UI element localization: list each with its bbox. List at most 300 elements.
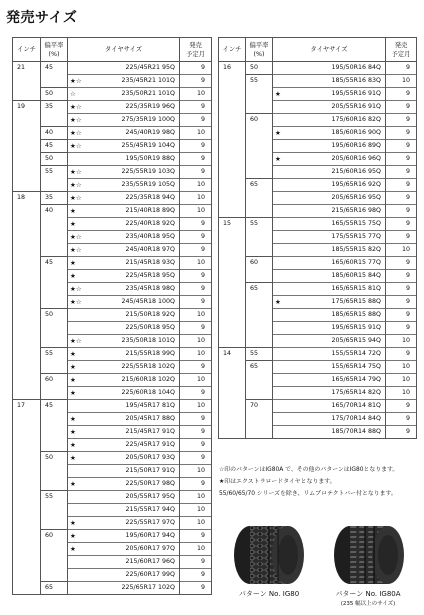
cell-tire-size	[273, 400, 386, 413]
cell-inch	[13, 179, 41, 192]
cell-tire-size	[68, 465, 180, 478]
cell-aspect-ratio	[41, 569, 68, 582]
cell-aspect-ratio	[246, 166, 273, 179]
tire-size-text: 165/70R14 81Q	[331, 402, 381, 409]
cell-release-month: 10	[180, 491, 212, 504]
marker-symbol: ★☆	[70, 142, 82, 150]
cell-aspect-ratio	[41, 218, 68, 231]
cell-tire-size	[68, 88, 180, 101]
tire-size-text: 225/50R18 95Q	[125, 324, 175, 331]
tire-size-text: 155/65R14 75Q	[331, 363, 381, 370]
cell-release-month: 9	[386, 179, 417, 192]
cell-release-month: 9	[386, 309, 417, 322]
cell-inch	[219, 400, 246, 413]
cell-release-month: 9	[386, 231, 417, 244]
cell-tire-size	[68, 166, 180, 179]
tire-size-text: 155/55R14 72Q	[331, 350, 381, 357]
cell-aspect-ratio	[41, 543, 68, 556]
cell-inch	[219, 127, 246, 140]
cell-tire-size	[68, 114, 180, 127]
cell-inch	[13, 387, 41, 400]
marker-symbol: ★	[275, 155, 281, 163]
tire-size-text: 185/70R14 88Q	[331, 428, 381, 435]
cell-aspect-ratio: 35	[41, 101, 68, 114]
tire-size-text: 215/50R18 92Q	[125, 311, 175, 318]
cell-tire-size	[273, 127, 386, 140]
tire-image-ig80a	[332, 525, 406, 585]
cell-aspect-ratio	[41, 517, 68, 530]
table-row	[219, 127, 417, 140]
table-row	[219, 62, 417, 75]
cell-inch	[13, 322, 41, 335]
marker-symbol: ★☆	[70, 116, 82, 124]
cell-tire-size	[273, 387, 386, 400]
cell-release-month: 9	[180, 530, 212, 543]
marker-symbol: ★☆	[70, 181, 82, 189]
cell-inch	[13, 283, 41, 296]
marker-symbol: ★	[70, 415, 76, 423]
cell-aspect-ratio	[41, 504, 68, 517]
cell-inch	[219, 426, 246, 439]
cell-tire-size	[68, 179, 180, 192]
cell-release-month: 9	[180, 270, 212, 283]
cell-tire-size	[68, 75, 180, 88]
cell-inch: 14	[219, 348, 246, 361]
cell-release-month: 9	[180, 62, 212, 75]
cell-release-month: 9	[386, 257, 417, 270]
cell-tire-size	[68, 218, 180, 231]
cell-release-month: 9	[180, 114, 212, 127]
tire-size-text: 235/45R18 98Q	[125, 285, 175, 292]
cell-inch	[219, 75, 246, 88]
cell-release-month: 10	[180, 504, 212, 517]
cell-aspect-ratio	[246, 140, 273, 153]
cell-release-month: 9	[386, 114, 417, 127]
cell-inch	[13, 296, 41, 309]
tire-size-text: 205/65R15 94Q	[331, 337, 381, 344]
tire-size-text: 185/60R16 90Q	[331, 129, 381, 136]
tire-size-text: 215/60R18 102Q	[121, 376, 175, 383]
cell-tire-size	[273, 283, 386, 296]
tire-size-text: 195/50R19 88Q	[125, 155, 175, 162]
table-row	[219, 348, 417, 361]
cell-tire-size	[273, 231, 386, 244]
tire-size-text: 225/60R17 99Q	[125, 571, 175, 578]
header-tire-size: タイヤサイズ	[273, 38, 386, 62]
cell-aspect-ratio: 50	[41, 88, 68, 101]
cell-aspect-ratio: 60	[246, 114, 273, 127]
cell-inch	[13, 153, 41, 166]
tire-size-text: 275/35R19 100Q	[121, 116, 175, 123]
cell-release-month: 9	[180, 140, 212, 153]
cell-tire-size	[68, 556, 180, 569]
cell-release-month: 10	[180, 335, 212, 348]
cell-inch	[13, 491, 41, 504]
tire-size-text: 205/45R17 88Q	[125, 415, 175, 422]
marker-symbol: ★☆	[70, 103, 82, 111]
tire-size-text: 195/55R16 91Q	[331, 90, 381, 97]
cell-release-month: 9	[180, 569, 212, 582]
cell-tire-size	[68, 569, 180, 582]
marker-symbol: ★☆	[70, 298, 82, 306]
size-table-right	[218, 37, 417, 439]
tire-size-text: 235/40R18 95Q	[125, 233, 175, 240]
header-aspect-ratio: 偏平率 (%)	[41, 38, 68, 62]
cell-tire-size	[68, 62, 180, 75]
tire-size-text: 225/35R19 96Q	[125, 103, 175, 110]
cell-inch	[13, 114, 41, 127]
cell-tire-size	[273, 153, 386, 166]
cell-aspect-ratio	[246, 244, 273, 257]
cell-aspect-ratio	[41, 413, 68, 426]
cell-tire-size	[273, 88, 386, 101]
cell-inch	[219, 114, 246, 127]
table-row	[13, 127, 212, 140]
cell-release-month: 9	[180, 426, 212, 439]
note-ig80a: ☆印のパターンはIG80A で、その他のパターンはIG80となります。	[219, 467, 399, 473]
cell-aspect-ratio: 55	[246, 75, 273, 88]
cell-inch: 18	[13, 192, 41, 205]
header-release: 発売 予定月	[386, 38, 417, 62]
note-rim-protect: 55/60/65/70 シリーズを除き、リムプロテクトバー付となります。	[219, 491, 397, 497]
cell-aspect-ratio	[41, 361, 68, 374]
cell-tire-size	[68, 413, 180, 426]
cell-release-month: 10	[180, 374, 212, 387]
cell-aspect-ratio	[41, 322, 68, 335]
cell-inch	[13, 348, 41, 361]
marker-symbol: ★☆	[70, 246, 82, 254]
table-row	[219, 88, 417, 101]
cell-inch	[13, 335, 41, 348]
marker-symbol: ★☆	[70, 233, 82, 241]
tire-size-text: 185/60R15 84Q	[331, 272, 381, 279]
cell-aspect-ratio	[246, 88, 273, 101]
tire-size-text: 225/55R17 97Q	[125, 519, 175, 526]
cell-aspect-ratio: 40	[41, 205, 68, 218]
cell-release-month: 10	[180, 517, 212, 530]
tire-size-text: 195/65R15 91Q	[331, 324, 381, 331]
tire-size-text: 175/60R16 82Q	[331, 116, 381, 123]
cell-release-month: 10	[386, 361, 417, 374]
tire-size-text: 175/65R14 82Q	[331, 389, 381, 396]
cell-aspect-ratio	[246, 231, 273, 244]
cell-inch: 15	[219, 218, 246, 231]
table-row	[13, 218, 212, 231]
cell-aspect-ratio	[41, 75, 68, 88]
table-row	[219, 75, 417, 88]
cell-inch	[13, 543, 41, 556]
tire-size-text: 245/40R18 97Q	[125, 246, 175, 253]
cell-aspect-ratio: 45	[41, 140, 68, 153]
cell-inch	[13, 413, 41, 426]
tire-size-text: 225/45R17 91Q	[125, 441, 175, 448]
marker-symbol: ★☆	[70, 194, 82, 202]
table-row	[13, 205, 212, 218]
tire-size-text: 215/60R17 96Q	[125, 558, 175, 565]
marker-symbol: ★	[70, 376, 76, 384]
tire-caption-ig80a-name: パターン No. IG80A	[335, 590, 401, 598]
cell-aspect-ratio	[41, 179, 68, 192]
cell-aspect-ratio: 60	[41, 530, 68, 543]
header-release: 発売 予定月	[180, 38, 212, 62]
table-row	[13, 244, 212, 257]
table-row	[13, 439, 212, 452]
cell-inch	[13, 361, 41, 374]
table-row	[13, 322, 212, 335]
cell-release-month: 10	[180, 348, 212, 361]
marker-symbol: ☆	[70, 90, 76, 98]
cell-aspect-ratio	[246, 374, 273, 387]
cell-aspect-ratio: 55	[246, 348, 273, 361]
cell-release-month: 9	[386, 270, 417, 283]
cell-release-month: 9	[386, 192, 417, 205]
cell-tire-size	[68, 127, 180, 140]
cell-release-month: 9	[180, 283, 212, 296]
cell-inch	[219, 140, 246, 153]
cell-tire-size	[68, 348, 180, 361]
header-inch: インチ	[13, 38, 41, 62]
cell-aspect-ratio: 70	[246, 400, 273, 413]
table-row	[219, 335, 417, 348]
cell-tire-size	[68, 374, 180, 387]
table-row	[13, 296, 212, 309]
cell-aspect-ratio	[246, 192, 273, 205]
cell-inch	[219, 257, 246, 270]
marker-symbol: ★☆	[70, 129, 82, 137]
cell-aspect-ratio: 50	[246, 62, 273, 75]
cell-release-month: 9	[180, 153, 212, 166]
cell-tire-size	[68, 543, 180, 556]
cell-tire-size	[68, 517, 180, 530]
table-row	[219, 387, 417, 400]
note-extra-load: ★印はエクストラロードタイヤとなります。	[219, 479, 336, 485]
cell-tire-size	[273, 62, 386, 75]
cell-tire-size	[273, 413, 386, 426]
cell-inch	[13, 504, 41, 517]
tire-size-text: 235/55R19 105Q	[121, 181, 175, 188]
cell-inch	[219, 361, 246, 374]
table-row	[219, 244, 417, 257]
cell-tire-size	[68, 387, 180, 400]
cell-aspect-ratio: 50	[41, 153, 68, 166]
cell-inch	[13, 426, 41, 439]
cell-release-month: 9	[386, 426, 417, 439]
cell-inch	[13, 556, 41, 569]
cell-tire-size	[68, 491, 180, 504]
cell-tire-size	[273, 335, 386, 348]
table-row	[219, 140, 417, 153]
cell-tire-size	[273, 374, 386, 387]
table-row	[13, 231, 212, 244]
tire-size-text: 245/40R19 98Q	[125, 129, 175, 136]
table-row	[13, 179, 212, 192]
cell-inch	[13, 569, 41, 582]
cell-release-month: 9	[180, 75, 212, 88]
cell-inch	[219, 413, 246, 426]
table-header	[13, 38, 212, 62]
tire-size-text: 225/55R18 102Q	[121, 363, 175, 370]
cell-release-month: 9	[386, 413, 417, 426]
cell-release-month: 9	[180, 322, 212, 335]
tire-size-text: 225/60R18 104Q	[121, 389, 175, 396]
tire-size-text: 245/45R18 100Q	[121, 298, 175, 305]
cell-release-month: 10	[180, 205, 212, 218]
cell-tire-size	[68, 257, 180, 270]
cell-aspect-ratio: 65	[246, 361, 273, 374]
table-row	[13, 569, 212, 582]
cell-tire-size	[273, 244, 386, 257]
marker-symbol: ★	[70, 272, 76, 280]
cell-aspect-ratio: 50	[41, 452, 68, 465]
marker-symbol: ★	[70, 428, 76, 436]
cell-aspect-ratio	[41, 387, 68, 400]
cell-inch	[219, 179, 246, 192]
cell-tire-size	[273, 348, 386, 361]
marker-symbol: ★	[70, 441, 76, 449]
cell-release-month: 10	[180, 543, 212, 556]
marker-symbol: ★	[70, 480, 76, 488]
table-row	[219, 309, 417, 322]
marker-symbol: ★	[70, 454, 76, 462]
cell-release-month: 9	[386, 296, 417, 309]
cell-aspect-ratio: 40	[41, 127, 68, 140]
cell-release-month: 9	[180, 439, 212, 452]
page-title: 発売サイズ	[6, 10, 78, 26]
cell-aspect-ratio	[246, 127, 273, 140]
cell-inch	[13, 465, 41, 478]
cell-release-month: 9	[386, 140, 417, 153]
cell-release-month: 9	[180, 218, 212, 231]
marker-symbol: ★☆	[70, 77, 82, 85]
cell-release-month: 9	[180, 361, 212, 374]
cell-inch	[219, 101, 246, 114]
tire-size-text: 195/60R17 94Q	[125, 532, 175, 539]
table-header	[219, 38, 417, 62]
cell-inch	[13, 166, 41, 179]
tire-size-text: 185/65R15 88Q	[331, 311, 381, 318]
cell-release-month: 9	[180, 413, 212, 426]
tire-size-text: 165/65R14 79Q	[331, 376, 381, 383]
table-row	[219, 296, 417, 309]
cell-tire-size	[68, 400, 180, 413]
tire-size-text: 215/60R16 95Q	[331, 168, 381, 175]
tire-caption-ig80a	[318, 590, 418, 609]
cell-release-month: 9	[180, 478, 212, 491]
marker-symbol: ★	[70, 519, 76, 527]
table-row	[13, 504, 212, 517]
marker-symbol: ★☆	[70, 337, 82, 345]
marker-symbol: ★	[70, 532, 76, 540]
cell-aspect-ratio	[246, 205, 273, 218]
cell-tire-size	[273, 166, 386, 179]
tire-size-text: 205/60R16 96Q	[331, 155, 381, 162]
tire-size-text: 195/65R16 92Q	[331, 181, 381, 188]
table-row	[13, 582, 212, 595]
table-row	[219, 361, 417, 374]
table-row	[13, 517, 212, 530]
cell-inch	[13, 244, 41, 257]
cell-tire-size	[273, 205, 386, 218]
cell-inch	[219, 283, 246, 296]
tire-size-text: 225/45R21 95Q	[125, 64, 175, 71]
cell-release-month: 9	[386, 153, 417, 166]
table-row	[219, 205, 417, 218]
table-row	[13, 452, 212, 465]
cell-release-month: 9	[180, 231, 212, 244]
cell-inch	[13, 75, 41, 88]
cell-tire-size	[68, 153, 180, 166]
cell-inch	[219, 205, 246, 218]
tire-size-text: 225/45R18 95Q	[125, 272, 175, 279]
cell-inch: 21	[13, 62, 41, 75]
cell-aspect-ratio	[246, 296, 273, 309]
cell-release-month: 9	[180, 244, 212, 257]
marker-symbol: ★	[70, 389, 76, 397]
cell-inch	[13, 127, 41, 140]
cell-tire-size	[68, 205, 180, 218]
cell-release-month: 9	[386, 205, 417, 218]
cell-inch	[13, 582, 41, 595]
cell-inch	[219, 231, 246, 244]
cell-inch	[219, 296, 246, 309]
cell-release-month: 9	[386, 322, 417, 335]
cell-release-month: 10	[180, 179, 212, 192]
table-row	[13, 413, 212, 426]
cell-aspect-ratio	[246, 270, 273, 283]
cell-aspect-ratio: 65	[41, 582, 68, 595]
cell-inch	[13, 205, 41, 218]
cell-aspect-ratio	[246, 309, 273, 322]
cell-inch	[219, 166, 246, 179]
table-row	[219, 257, 417, 270]
table-row	[13, 88, 212, 101]
cell-inch	[13, 452, 41, 465]
tire-size-text: 255/45R19 104Q	[121, 142, 175, 149]
cell-inch	[219, 88, 246, 101]
cell-tire-size	[273, 218, 386, 231]
cell-release-month: 10	[180, 257, 212, 270]
cell-aspect-ratio: 60	[246, 257, 273, 270]
tire-size-text: 235/50R18 101Q	[121, 337, 175, 344]
tire-size-text: 165/65R15 81Q	[331, 285, 381, 292]
cell-inch	[13, 309, 41, 322]
table-row	[13, 62, 212, 75]
cell-inch	[219, 374, 246, 387]
cell-tire-size	[68, 335, 180, 348]
cell-tire-size	[68, 361, 180, 374]
cell-tire-size	[273, 309, 386, 322]
cell-inch	[13, 439, 41, 452]
cell-tire-size	[68, 283, 180, 296]
cell-aspect-ratio	[246, 335, 273, 348]
cell-aspect-ratio: 45	[41, 62, 68, 75]
cell-aspect-ratio	[41, 231, 68, 244]
cell-release-month: 9	[180, 296, 212, 309]
tire-size-text: 175/55R15 77Q	[331, 233, 381, 240]
cell-aspect-ratio: 55	[41, 348, 68, 361]
cell-tire-size	[68, 192, 180, 205]
cell-release-month: 10	[180, 309, 212, 322]
table-row	[219, 426, 417, 439]
cell-tire-size	[273, 361, 386, 374]
header-aspect-ratio: 偏平率 (%)	[246, 38, 273, 62]
cell-tire-size	[68, 101, 180, 114]
marker-symbol: ★☆	[70, 285, 82, 293]
cell-inch	[219, 244, 246, 257]
cell-inch: 17	[13, 400, 41, 413]
cell-tire-size	[68, 582, 180, 595]
table-row	[13, 478, 212, 491]
